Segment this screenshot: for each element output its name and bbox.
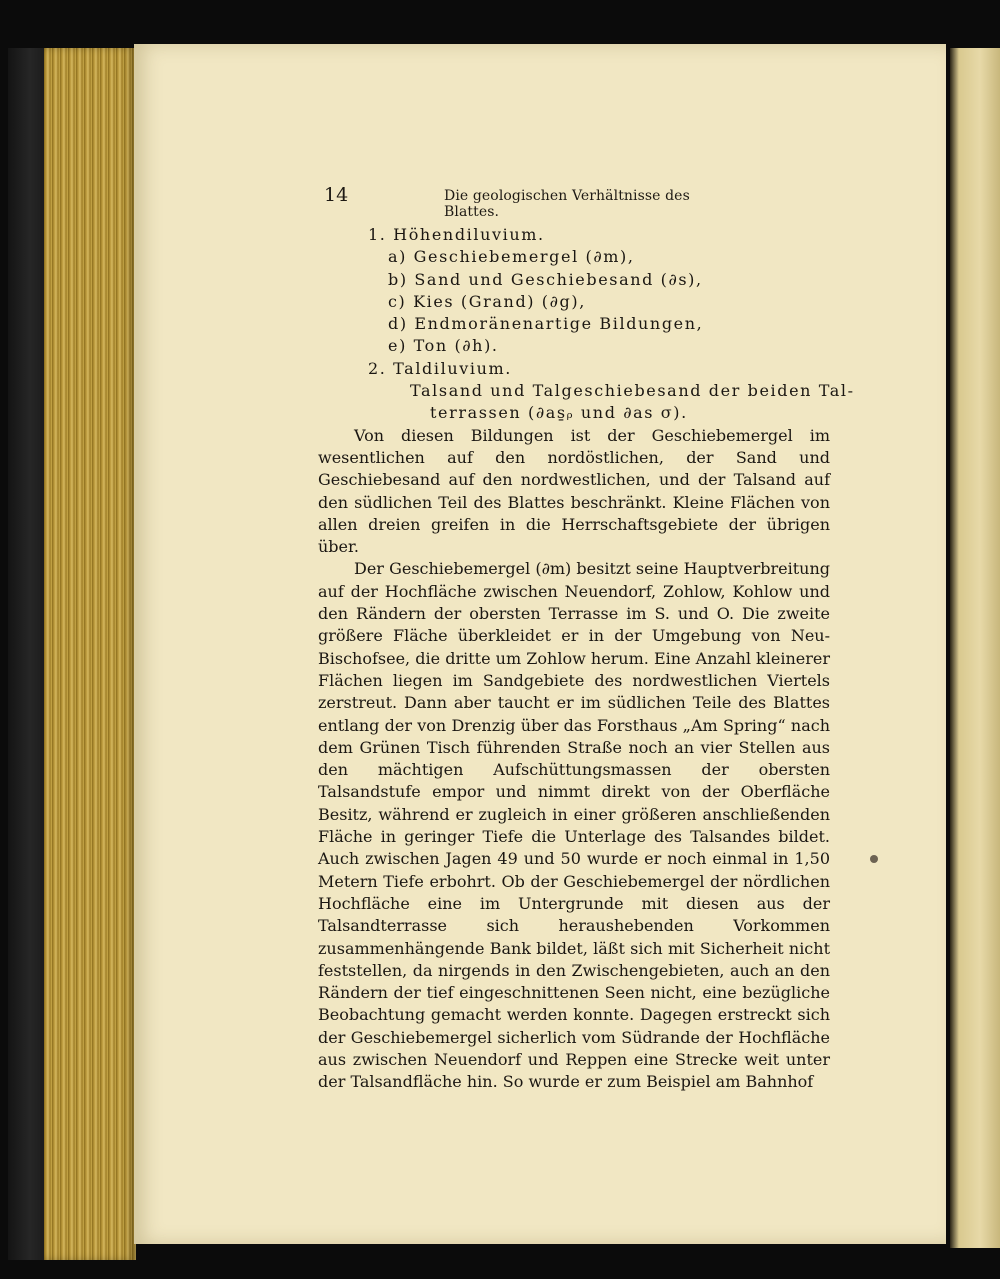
page-body — [318, 224, 855, 1094]
facing-page-edge — [950, 48, 1000, 1248]
paragraph: Von diesen Bildungen ist der Geschiebemergel im wesentlichen auf den nordöstlichen, der Sand und Geschiebesand auf den nordwestlichen, und der Talsand auf den südlichen Teil des Blattes beschränkt. Kleine Flächen von allen dreien greifen in die Herrschaftsgebiete der übrigen über. — [318, 425, 830, 557]
list-text: terrassen (∂as̱ᵨ und ∂as σ). — [430, 403, 688, 423]
book-spine — [8, 48, 48, 1260]
list-subitem: b) Sand und Geschiebesand (∂s), — [388, 269, 703, 289]
running-head: Die geologischen Verhältnisse des Blattes. — [444, 188, 690, 220]
list-subitem: e) Ton (∂h). — [388, 336, 499, 356]
page-header — [324, 184, 724, 220]
list-item: 2. Taldiluvium. — [368, 358, 512, 378]
page-edges — [44, 48, 136, 1260]
list-subitem: a) Geschiebemergel (∂m), — [388, 247, 635, 267]
page-number: 14 — [324, 184, 349, 206]
list-subitem: c) Kies (Grand) (∂g), — [388, 291, 586, 311]
list-subitem: d) Endmoränenartige Bildungen, — [388, 314, 704, 334]
list-text: Talsand und Talgeschiebesand der beiden Tal- — [410, 381, 855, 401]
list-item: 1. Höhendiluvium. — [368, 225, 545, 244]
paper-spot — [870, 855, 878, 863]
paragraph: Der Geschiebemergel (∂m) besitzt seine Hauptverbreitung auf der Hochfläche zwischen Neuendorf, Zohlow, Kohlow und den Rändern der obersten Terrasse im S. und O. Die zweite größere Fläche überkleidet er in der Umgebung von Neu-Bischofsee, die dritte um Zohlow herum. Eine Anzahl kleinerer Flächen liegen im Sandgebiete des nordwestlichen Viertels zerstreut. Dann aber taucht er im südlichen Teile des Blattes entlang der von Drenzig über das Forsthaus „Am Spring“ nach dem Grünen Tisch führenden Straße noch an vier Stellen aus den mächtigen Aufschüttungsmassen der obersten Talsandstufe empor und nimmt direkt von der Oberfläche Besitz, während er zugleich in einer größeren anschließenden Fläche in geringer Tiefe die Unterlage des Talsandes bildet. Auch zwischen Jagen 49 und 50 wurde er noch einmal in 1,50 Metern Tiefe erbohrt. Ob der Geschiebemergel der nördlichen Hochfläche eine im Untergrunde mit diesen aus der Talsandterrasse sich heraushebenden Vorkommen zusammenhängende Bank bildet, läßt sich mit Sicherheit nicht feststellen, da nirgends in den Zwischengebieten, auch an den Rändern der tief eingeschnittenen Seen nicht, eine bezügliche Beobachtung gemacht werden konnte. Dagegen erstreckt sich der Geschiebemergel sicherlich vom Südrande der Hochfläche aus zwischen Neuendorf und Reppen eine Strecke weit unter der Talsandfläche hin. So wurde er zum Beispiel am Bahnhof — [318, 559, 830, 1092]
body-text — [318, 425, 830, 1094]
